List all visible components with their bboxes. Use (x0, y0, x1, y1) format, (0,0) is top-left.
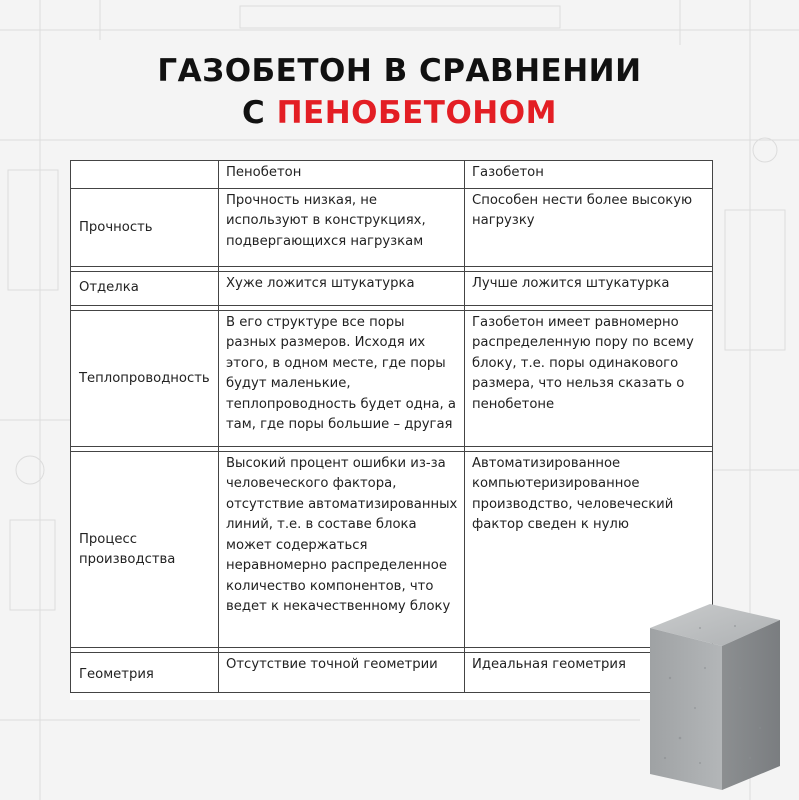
header-cell-empty (71, 161, 219, 189)
aerated-concrete-block-icon (640, 598, 790, 794)
header-cell-aerated-concrete: Газобетон (465, 161, 713, 189)
gas-cell: Лучше ложится штукатурка (465, 271, 713, 305)
row-label: Процесс производства (71, 451, 219, 647)
table-row (71, 188, 713, 266)
row-label: Геометрия (71, 652, 219, 692)
page-title (0, 50, 799, 134)
table-row (71, 271, 713, 305)
row-label: Прочность (71, 188, 219, 266)
title-line-2 (0, 92, 799, 134)
row-label: Отделка (71, 271, 219, 305)
table-row (71, 652, 713, 692)
title-line-1: ГАЗОБЕТОН В СРАВНЕНИИ (157, 53, 642, 89)
table-row (71, 451, 713, 647)
table-header-row (71, 161, 713, 189)
title-prefix: С (242, 95, 277, 131)
foam-cell: В его структуре все поры разных размеров. Исходя их этого, в одном месте, где поры будут маленькие, теплопроводность будет одна, а там, где поры большие – другая (219, 310, 465, 446)
foam-cell: Хуже ложится штукатурка (219, 271, 465, 305)
gas-cell: Идеальная геометрия (465, 652, 713, 692)
comparison-table (70, 160, 713, 693)
gas-cell: Газобетон имеет равномерно распределенную пору по всему блоку, т.е. поры одинакового размера, что нельзя сказать о пенобетоне (465, 310, 713, 446)
table-row (71, 310, 713, 446)
foam-cell: Высокий процент ошибки из-за человеческого фактора, отсутствие автоматизированных линий, т.е. в составе блока может содержаться неравномерно распределенное количество компонентов, что ведет к некачественному блоку (219, 451, 465, 647)
foam-cell: Отсутствие точной геометрии (219, 652, 465, 692)
foam-cell: Прочность низкая, не используют в конструкциях, подвергающихся нагрузкам (219, 188, 465, 266)
gas-cell: Автоматизированное компьютеризированное производство, человеческий фактор сведен к нулю (465, 451, 713, 647)
title-accent: ПЕНОБЕТОНОМ (276, 95, 557, 131)
header-cell-foam-concrete: Пенобетон (219, 161, 465, 189)
gas-cell: Способен нести более высокую нагрузку (465, 188, 713, 266)
row-label: Теплопроводность (71, 310, 219, 446)
comparison-table-container (70, 160, 712, 700)
